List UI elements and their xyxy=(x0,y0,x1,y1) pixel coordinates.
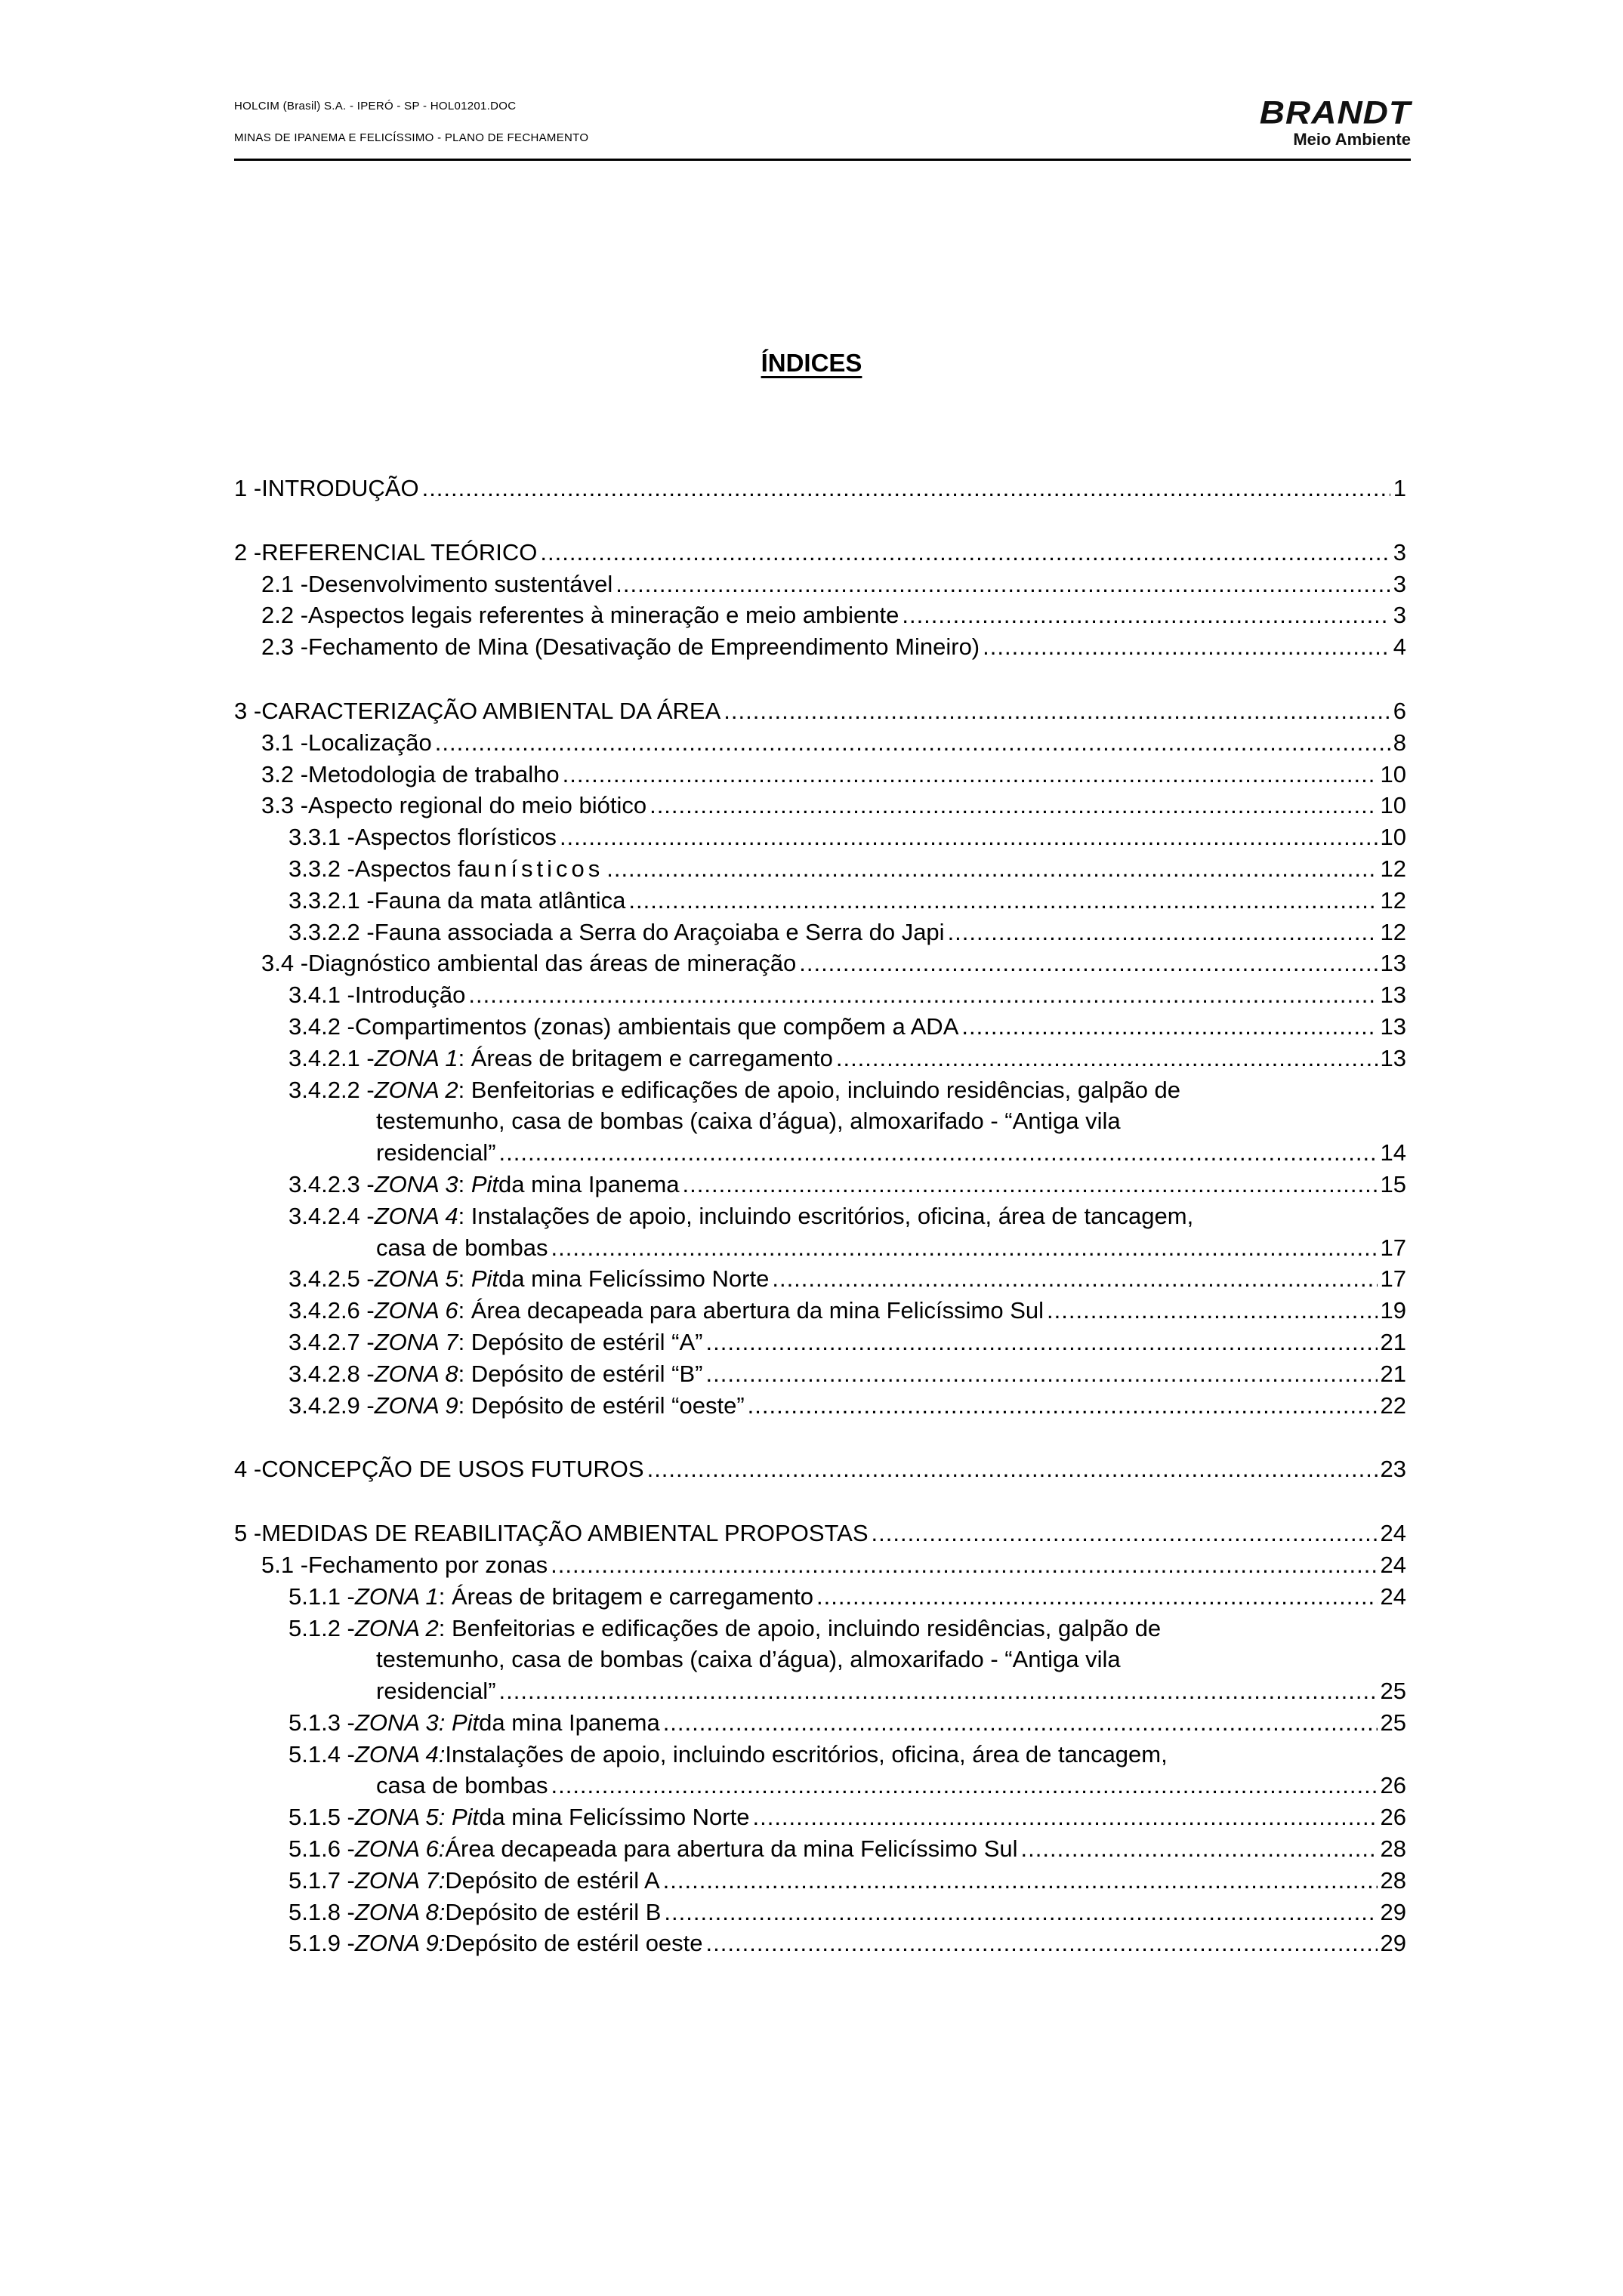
header-document-line: MINAS DE IPANEMA E FELICÍSSIMO - PLANO DE FECHAMENTO xyxy=(234,131,589,144)
header-company-line: HOLCIM (Brasil) S.A. - IPERÓ - SP - HOL01201.DOC xyxy=(234,100,517,112)
toc-entry[interactable] xyxy=(234,1358,1406,1390)
toc-text: Diagnóstico ambiental das áreas de mineração xyxy=(308,950,797,977)
toc-leader xyxy=(799,948,1377,979)
toc-page: 26 xyxy=(1380,1804,1406,1831)
toc-text: Compartimentos (zonas) ambientais que compõem a ADA xyxy=(354,1012,959,1040)
toc-text: Área decapeada para abertura da mina Felicíssimo Sul xyxy=(445,1835,1018,1863)
toc-leader xyxy=(647,1453,1378,1485)
toc-pit: Pit xyxy=(451,1804,480,1831)
toc-entry[interactable] xyxy=(234,790,1406,821)
toc-page: 21 xyxy=(1380,1328,1406,1355)
toc-number: 1 - xyxy=(234,475,262,501)
toc-entry[interactable]: 3.4.2.3 - ZONA 3 : Pit da mina Ipanema ..... 15 xyxy=(234,1169,1406,1200)
toc-leader xyxy=(706,1327,1378,1358)
toc-leader xyxy=(983,631,1390,663)
toc-entry[interactable] xyxy=(234,695,1406,727)
toc-number: 2 - xyxy=(234,538,262,566)
toc-text-continued: residencial” xyxy=(376,1678,496,1705)
toc-zona: ZONA 9 xyxy=(374,1391,458,1419)
toc-leader xyxy=(663,1707,1378,1739)
toc-leader xyxy=(1021,1833,1378,1865)
toc-zona: ZONA 3 xyxy=(374,1170,458,1197)
table-of-contents xyxy=(234,473,1406,1959)
toc-entry-continuation xyxy=(234,1137,1406,1169)
toc-text: : Instalações de apoio, incluindo escritórios, oficina, área de tancagem, xyxy=(458,1202,1194,1229)
toc-page: 15 xyxy=(1380,1170,1406,1197)
toc-page: 13 xyxy=(1380,982,1406,1009)
toc-zona: ZONA 6 xyxy=(374,1297,458,1324)
toc-leader xyxy=(664,1897,1377,1928)
toc-leader xyxy=(551,1770,1377,1801)
toc-leader xyxy=(499,1675,1378,1707)
toc-text: CONCEPÇÃO DE USOS FUTUROS xyxy=(261,1456,644,1483)
toc-page: 17 xyxy=(1380,1234,1406,1261)
toc-entry[interactable] xyxy=(234,853,1406,885)
toc-text: Fechamento de Mina (Desativação de Empreendimento Mineiro) xyxy=(308,633,980,661)
toc-text: REFERENCIAL TEÓRICO xyxy=(261,538,538,566)
toc-page: 22 xyxy=(1380,1391,1406,1419)
toc-entry[interactable] xyxy=(234,1865,1406,1897)
toc-entry[interactable] xyxy=(234,1518,1406,1549)
toc-page: 10 xyxy=(1380,824,1406,851)
toc-text-spaced: unísticos xyxy=(477,855,604,882)
page-title: ÍNDICES xyxy=(761,349,862,377)
toc-leader xyxy=(836,1043,1378,1074)
toc-page: 21 xyxy=(1380,1360,1406,1387)
toc-text: : Áreas de britagem e carregamento xyxy=(438,1583,813,1610)
toc-page: 28 xyxy=(1380,1835,1406,1863)
toc-number: 5.1.6 - xyxy=(288,1835,355,1863)
toc-page: 29 xyxy=(1380,1930,1406,1957)
toc-text: Aspectos florísticos xyxy=(354,824,557,851)
toc-number: 3.4.1 - xyxy=(288,982,355,1009)
toc-number: 3.4.2.8 - xyxy=(288,1360,375,1387)
toc-number: 5.1.1 - xyxy=(288,1583,355,1610)
toc-number: 2.1 - xyxy=(261,570,309,597)
toc-leader xyxy=(540,537,1390,569)
toc-leader xyxy=(499,1137,1378,1169)
toc-leader xyxy=(606,853,1377,885)
toc-entry[interactable] xyxy=(234,979,1406,1011)
toc-leader xyxy=(563,759,1378,791)
toc-text: da mina Ipanema xyxy=(498,1170,680,1197)
toc-page: 10 xyxy=(1380,760,1406,787)
toc-leader xyxy=(560,821,1378,853)
toc-text: CARACTERIZAÇÃO AMBIENTAL DA ÁREA xyxy=(261,697,721,724)
toc-entry-continuation xyxy=(234,1232,1406,1264)
toc-entry[interactable] xyxy=(234,1327,1406,1358)
toc-entry[interactable] xyxy=(234,1801,1406,1833)
toc-leader xyxy=(628,885,1377,917)
toc-text: da mina Felicíssimo Norte xyxy=(479,1804,750,1831)
toc-text: Instalações de apoio, incluindo escritórios, oficina, área de tancagem, xyxy=(445,1740,1168,1767)
toc-text: Aspectos fa xyxy=(354,855,477,882)
toc-text-continued: residencial” xyxy=(376,1139,496,1166)
toc-entry[interactable] xyxy=(234,1613,1406,1644)
toc-page: 17 xyxy=(1380,1265,1406,1293)
toc-entry[interactable] xyxy=(234,631,1406,663)
toc-number: 3.4.2.6 - xyxy=(288,1297,375,1324)
toc-entry[interactable] xyxy=(234,1897,1406,1928)
toc-page: 28 xyxy=(1380,1866,1406,1894)
toc-number: 5.1.8 - xyxy=(288,1898,355,1925)
toc-text: : Áreas de britagem e carregamento xyxy=(458,1044,833,1071)
toc-number: 4 - xyxy=(234,1456,262,1483)
toc-leader xyxy=(902,599,1390,631)
toc-page: 25 xyxy=(1380,1709,1406,1736)
toc-text: Aspectos legais referentes à mineração e meio ambiente xyxy=(308,602,899,629)
toc-zona: ZONA 1 xyxy=(374,1044,458,1071)
toc-page: 19 xyxy=(1380,1297,1406,1324)
toc-leader xyxy=(948,917,1378,948)
toc-number: 5.1.5 - xyxy=(288,1804,355,1831)
toc-leader xyxy=(683,1169,1378,1200)
toc-number: 3.3 - xyxy=(261,792,309,819)
toc-text: MEDIDAS DE REABILITAÇÃO AMBIENTAL PROPOSTAS xyxy=(261,1520,869,1547)
logo-brand-text: BRANDT xyxy=(1259,94,1411,131)
toc-zona: ZONA 9: xyxy=(354,1930,446,1957)
toc-number: 3.4.2.9 - xyxy=(288,1391,375,1419)
toc-entry[interactable] xyxy=(234,1453,1406,1485)
toc-text: : Depósito de estéril “B” xyxy=(458,1360,703,1387)
toc-text: : Benfeitorias e edificações de apoio, incluindo residências, galpão de xyxy=(438,1614,1162,1641)
toc-number: 2.2 - xyxy=(261,602,309,629)
toc-text: Introdução xyxy=(354,982,466,1009)
toc-text: Desenvolvimento sustentável xyxy=(308,570,613,597)
toc-entry[interactable]: 3.4.2.5 - ZONA 5 : Pit da mina Felicíssimo Norte ..... 17 xyxy=(234,1263,1406,1295)
toc-entry[interactable] xyxy=(234,1390,1406,1422)
toc-leader xyxy=(961,1011,1377,1043)
toc-text: Depósito de estéril oeste xyxy=(445,1930,703,1957)
toc-text: Depósito de estéril B xyxy=(445,1898,662,1925)
toc-number: 5.1.3 - xyxy=(288,1709,355,1736)
toc-number: 3.4.2.2 - xyxy=(288,1076,375,1103)
toc-number: 3.4 - xyxy=(261,950,309,977)
toc-leader xyxy=(551,1549,1377,1581)
toc-entry-continuation xyxy=(234,1770,1406,1801)
toc-zona: ZONA 2 xyxy=(374,1076,458,1103)
toc-leader xyxy=(748,1390,1378,1422)
toc-number: 3.4.2.1 - xyxy=(288,1044,375,1071)
toc-page: 12 xyxy=(1380,918,1406,945)
toc-text: Localização xyxy=(308,729,432,756)
toc-number: 3.4.2.4 - xyxy=(288,1202,375,1229)
brandt-logo xyxy=(1252,95,1411,153)
toc-leader xyxy=(551,1232,1377,1264)
toc-number: 5.1.2 - xyxy=(288,1614,355,1641)
toc-page: 13 xyxy=(1380,1044,1406,1071)
toc-number: 5 - xyxy=(234,1520,262,1547)
toc-page: 3 xyxy=(1393,570,1406,597)
logo-subtitle: Meio Ambiente xyxy=(1293,130,1411,149)
toc-entry[interactable] xyxy=(234,759,1406,791)
toc-zona: ZONA 2 xyxy=(354,1614,439,1641)
toc-entry-continuation xyxy=(234,1105,1406,1137)
toc-zona: ZONA 7 xyxy=(374,1328,458,1355)
toc-entry[interactable] xyxy=(234,885,1406,917)
toc-leader xyxy=(663,1865,1378,1897)
toc-page: 13 xyxy=(1380,1012,1406,1040)
toc-entry[interactable] xyxy=(234,727,1406,759)
toc-text: da mina Felicíssimo Norte xyxy=(498,1265,770,1293)
toc-entry[interactable] xyxy=(234,948,1406,979)
toc-entry[interactable] xyxy=(234,569,1406,600)
toc-text: : Benfeitorias e edificações de apoio, incluindo residências, galpão de xyxy=(458,1076,1181,1103)
toc-page: 3 xyxy=(1393,538,1406,566)
toc-text-continued: testemunho, casa de bombas (caixa d’água), almoxarifado - “Antiga vila xyxy=(376,1108,1121,1135)
toc-page: 1 xyxy=(1393,475,1406,501)
toc-entry[interactable] xyxy=(234,473,1406,504)
toc-entry[interactable] xyxy=(234,1928,1406,1959)
toc-entry[interactable] xyxy=(234,1707,1406,1739)
toc-entry[interactable] xyxy=(234,1043,1406,1074)
toc-number: 3.1 - xyxy=(261,729,309,756)
toc-text: Depósito de estéril A xyxy=(445,1866,660,1894)
toc-text: INTRODUÇÃO xyxy=(261,475,419,501)
toc-number: 3.3.2.2 - xyxy=(288,918,375,945)
toc-leader xyxy=(706,1928,1378,1959)
toc-zona: ZONA 8 xyxy=(374,1360,458,1387)
toc-zona: ZONA 1 xyxy=(354,1583,439,1610)
toc-page: 24 xyxy=(1380,1583,1406,1610)
toc-text: Fauna associada a Serra do Araçoiaba e Serra do Japi xyxy=(374,918,945,945)
toc-page: 4 xyxy=(1393,633,1406,661)
toc-entry[interactable] xyxy=(234,1295,1406,1327)
toc-text: Fechamento por zonas xyxy=(308,1551,548,1578)
toc-number: 3.2 - xyxy=(261,760,309,787)
toc-leader xyxy=(435,727,1390,759)
toc-text: : Depósito de estéril “A” xyxy=(458,1328,703,1355)
toc-number: 5.1.7 - xyxy=(288,1866,355,1894)
toc-entry-continuation xyxy=(234,1675,1406,1707)
toc-entry[interactable] xyxy=(234,1200,1406,1232)
toc-zona: ZONA 7: xyxy=(354,1866,446,1894)
toc-number: 3.4.2.5 - xyxy=(288,1265,375,1293)
toc-leader xyxy=(816,1581,1378,1613)
toc-zona: ZONA 6: xyxy=(354,1835,446,1863)
toc-leader xyxy=(616,569,1390,600)
toc-leader xyxy=(772,1263,1377,1295)
toc-page: 8 xyxy=(1393,729,1406,756)
toc-number: 5.1 - xyxy=(261,1551,309,1578)
toc-page: 25 xyxy=(1380,1678,1406,1705)
toc-page: 12 xyxy=(1380,886,1406,914)
toc-number: 3 - xyxy=(234,697,262,724)
toc-pit: Pit xyxy=(471,1170,498,1197)
toc-entry[interactable] xyxy=(234,537,1406,569)
toc-page: 26 xyxy=(1380,1772,1406,1799)
toc-page: 14 xyxy=(1380,1139,1406,1166)
toc-entry[interactable] xyxy=(234,1549,1406,1581)
toc-entry[interactable] xyxy=(234,1074,1406,1106)
toc-page: 24 xyxy=(1380,1551,1406,1578)
toc-page: 10 xyxy=(1380,792,1406,819)
toc-text-continued: casa de bombas xyxy=(376,1234,548,1261)
toc-zona: ZONA 4 xyxy=(374,1202,458,1229)
toc-page: 3 xyxy=(1393,602,1406,629)
toc-text: Fauna da mata atlântica xyxy=(374,886,626,914)
toc-page: 13 xyxy=(1380,950,1406,977)
toc-text: : Depósito de estéril “oeste” xyxy=(458,1391,745,1419)
toc-entry-continuation xyxy=(234,1644,1406,1675)
toc-entry[interactable] xyxy=(234,821,1406,853)
toc-number: 3.4.2 - xyxy=(288,1012,355,1040)
toc-zona: ZONA 3: xyxy=(354,1709,446,1736)
page-header xyxy=(234,89,1411,161)
toc-text: Aspecto regional do meio biótico xyxy=(308,792,647,819)
toc-leader xyxy=(422,473,1390,504)
toc-page: 29 xyxy=(1380,1898,1406,1925)
toc-leader xyxy=(706,1358,1378,1390)
toc-leader xyxy=(752,1801,1377,1833)
toc-text: : Área decapeada para abertura da mina Felicíssimo Sul xyxy=(458,1297,1044,1324)
toc-number: 3.3.2.1 - xyxy=(288,886,375,914)
toc-leader xyxy=(724,695,1390,727)
toc-leader xyxy=(872,1518,1378,1549)
toc-text-continued: testemunho, casa de bombas (caixa d’água), almoxarifado - “Antiga vila xyxy=(376,1646,1121,1673)
toc-text-continued: casa de bombas xyxy=(376,1772,548,1799)
toc-leader xyxy=(468,979,1377,1011)
toc-leader xyxy=(1047,1295,1378,1327)
toc-page: 24 xyxy=(1380,1520,1406,1547)
toc-pit: Pit xyxy=(451,1709,480,1736)
toc-number: 3.3.1 - xyxy=(288,824,355,851)
toc-text: Metodologia de trabalho xyxy=(308,760,560,787)
toc-entry[interactable] xyxy=(234,1833,1406,1865)
toc-text: da mina Ipanema xyxy=(479,1709,660,1736)
toc-number: 3.3.2 - xyxy=(288,855,355,882)
toc-page: 23 xyxy=(1380,1456,1406,1483)
toc-entry[interactable] xyxy=(234,917,1406,948)
toc-zona: ZONA 5 xyxy=(374,1265,458,1293)
toc-entry[interactable] xyxy=(234,1581,1406,1613)
toc-number: 2.3 - xyxy=(261,633,309,661)
toc-number: 5.1.9 - xyxy=(288,1930,355,1957)
toc-page: 6 xyxy=(1393,697,1406,724)
toc-zona: ZONA 5: xyxy=(354,1804,446,1831)
toc-pit: Pit xyxy=(471,1265,498,1293)
toc-number: 3.4.2.3 - xyxy=(288,1170,375,1197)
toc-leader xyxy=(650,790,1377,821)
toc-zona: ZONA 4: xyxy=(354,1740,446,1767)
toc-zona: ZONA 8: xyxy=(354,1898,446,1925)
toc-number: 5.1.4 - xyxy=(288,1740,355,1767)
toc-number: 3.4.2.7 - xyxy=(288,1328,375,1355)
toc-page: 12 xyxy=(1380,855,1406,882)
toc-entry[interactable] xyxy=(234,1739,1406,1771)
toc-entry[interactable] xyxy=(234,1011,1406,1043)
toc-entry[interactable] xyxy=(234,599,1406,631)
